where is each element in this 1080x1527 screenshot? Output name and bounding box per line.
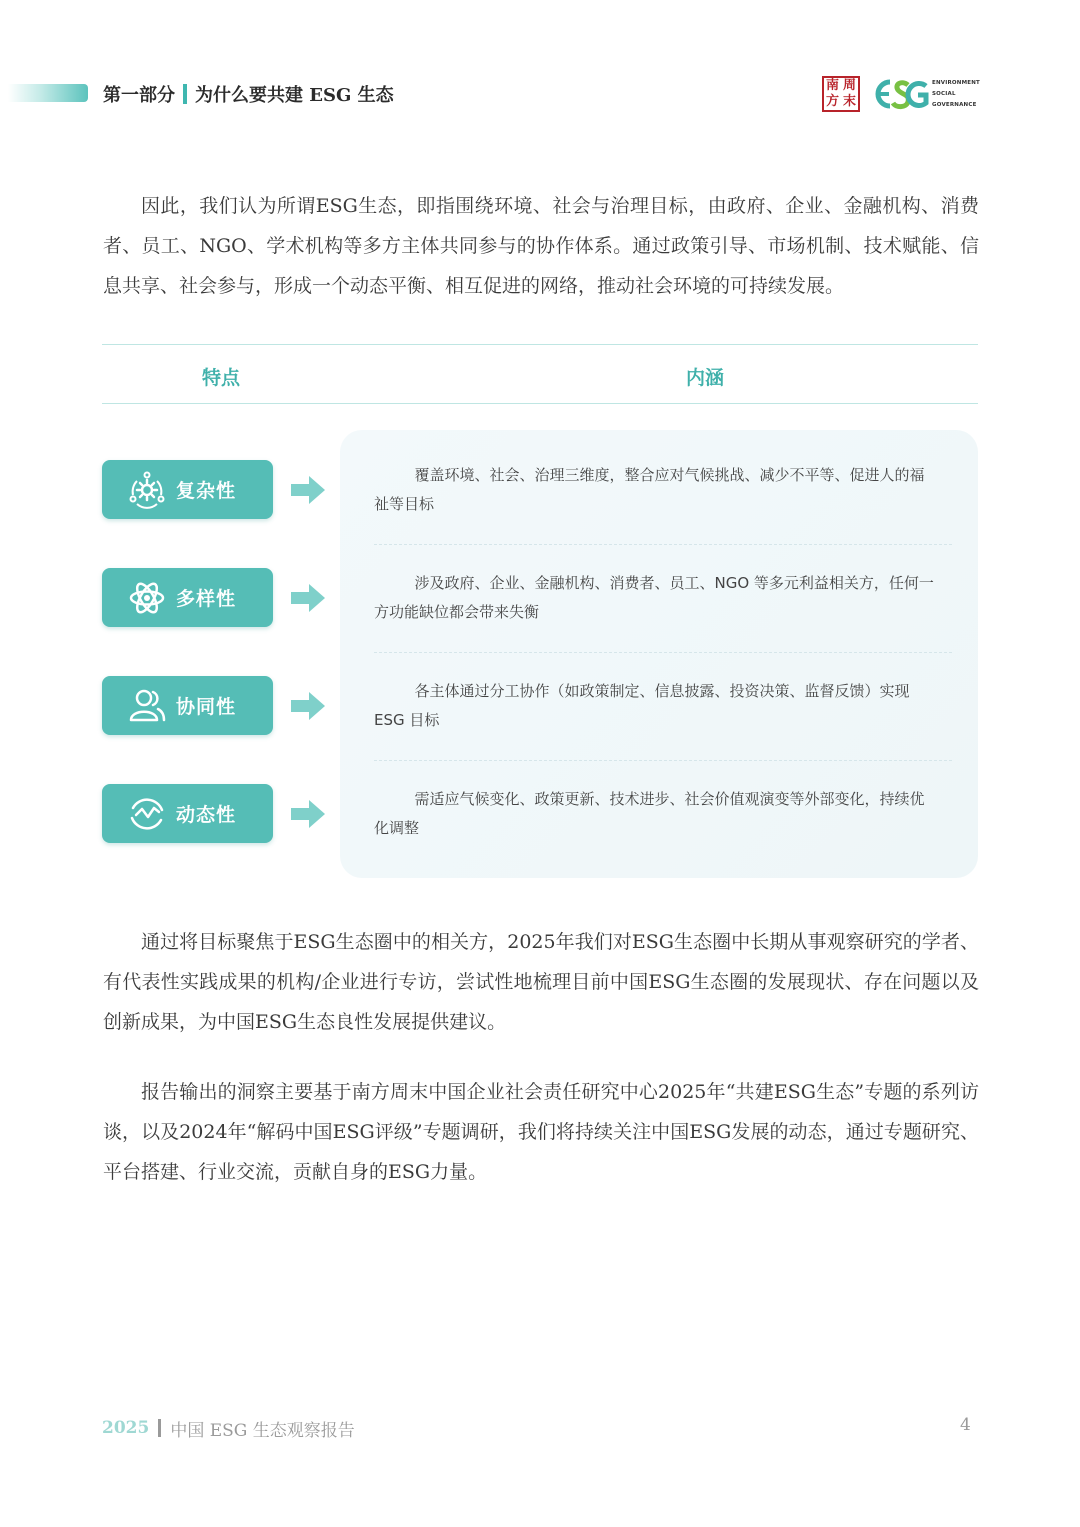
trend-icon	[128, 795, 166, 833]
feature-meaning: 覆盖环境、社会、治理三维度，整合应对气候挑战、减少不平等、促进人的福祉等目标	[374, 466, 925, 513]
esg-logo-words	[932, 78, 980, 111]
arrow-right-icon	[291, 476, 325, 504]
complexity-icon	[128, 471, 166, 509]
row-divider	[374, 652, 952, 653]
seal-char: 南	[825, 78, 839, 93]
seal-char: 末	[842, 94, 856, 109]
esg-logo	[872, 76, 982, 112]
seal-char: 周	[842, 78, 856, 93]
feature-pill-diversity	[102, 568, 273, 627]
footer-title: 中国 ESG 生态观察报告	[170, 1420, 355, 1441]
people-icon	[128, 687, 166, 725]
row-divider	[374, 544, 952, 545]
feature-pill-dynamism	[102, 784, 273, 843]
body-paragraph: 通过将目标聚焦于ESG生态圈中的相关方，2025年我们对ESG生态圈中长期从事观察研究的学者、有代表性实践成果的机构/企业进行专访，尝试性地梳理目前中国ESG生态圈的发展现状、存在问题以及创新成果，为中国ESG生态良性发展提供建议。	[103, 931, 979, 1033]
southern-weekly-seal-logo	[822, 76, 860, 112]
row-divider	[374, 760, 952, 761]
footer-year: 2025	[102, 1418, 150, 1438]
feature-pill-complexity	[102, 460, 273, 519]
feature-label: 复杂性	[176, 480, 237, 502]
seal-char: 方	[825, 94, 839, 109]
column-feature-heading: 特点	[202, 367, 241, 389]
arrow-right-icon	[291, 800, 325, 828]
esg-word: SOCIAL	[932, 91, 956, 97]
feature-label: 多样性	[176, 588, 237, 610]
esg-word: ENVIRONMENT	[932, 80, 980, 86]
atom-icon	[128, 579, 166, 617]
page-number: 4	[960, 1415, 971, 1435]
esg-logo-mark	[872, 76, 930, 112]
arrow-right-icon	[291, 692, 325, 720]
esg-word: GOVERNANCE	[932, 102, 977, 108]
page-footer	[102, 1415, 355, 1441]
feature-meaning: 涉及政府、企业、金融机构、消费者、员工、NGO 等多元利益相关方，任何一方功能缺位都会带来失衡	[374, 574, 934, 621]
footer-separator	[158, 1419, 161, 1437]
feature-meaning: 各主体通过分工协作（如政策制定、信息披露、投资决策、监督反馈）实现 ESG 目标	[374, 682, 910, 729]
section-part: 第一部分	[103, 85, 175, 106]
feature-label: 动态性	[176, 804, 237, 826]
header-separator	[183, 84, 187, 104]
section-title: 为什么要共建 ESG 生态	[195, 85, 394, 106]
feature-label: 协同性	[176, 696, 237, 718]
arrow-right-icon	[291, 584, 325, 612]
column-meaning-heading: 内涵	[686, 367, 725, 389]
intro-paragraph: 因此，我们认为所谓ESG生态，即指围绕环境、社会与治理目标，由政府、企业、金融机构、消费者、员工、NGO、学术机构等多方主体共同参与的协作体系。通过政策引导、市场机制、技术赋能、信息共享、社会参与，形成一个动态平衡、相互促进的网络，推动社会环境的可持续发展。	[103, 195, 979, 297]
table-header	[102, 344, 978, 404]
body-paragraph: 报告输出的洞察主要基于南方周末中国企业社会责任研究中心2025年“共建ESG生态”专题的系列访谈，以及2024年“解码中国ESG评级”专题调研，我们将持续关注中国ESG发展的动态，通过专题研究、平台搭建、行业交流，贡献自身的ESG力量。	[103, 1081, 979, 1183]
feature-pill-synergy	[102, 676, 273, 735]
feature-meaning: 需适应气候变化、政策更新、技术进步、社会价值观演变等外部变化，持续优化调整	[374, 790, 925, 837]
section-header	[103, 80, 394, 108]
header-accent-bar	[8, 84, 88, 102]
